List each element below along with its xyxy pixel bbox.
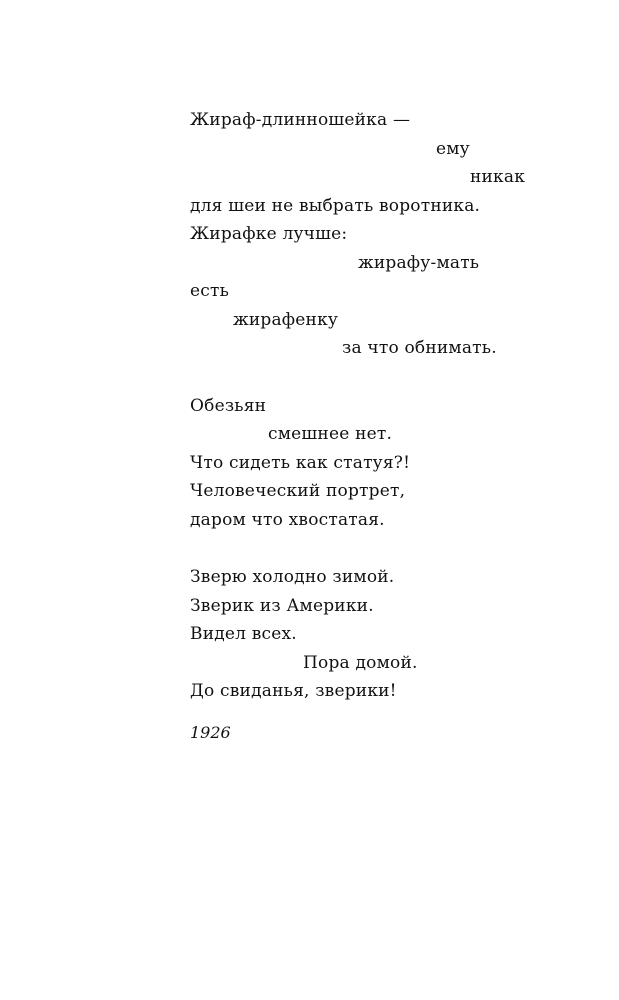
poem-line: ему [436, 139, 470, 159]
poem-line: Жирафке лучше: [190, 224, 348, 244]
poem-line: Обезьян [190, 396, 267, 416]
poem-line: за что обнимать. [342, 338, 497, 358]
poem-line: Пора домой. [303, 653, 418, 673]
poem-line: никак [470, 167, 526, 187]
poem-line: для шеи не выбрать воротника. [190, 196, 481, 216]
poem-line: Человеческий портрет, [190, 481, 406, 501]
poem-line: есть [190, 281, 230, 301]
poem-year: 1926 [190, 723, 231, 742]
poem-line: жирафу-мать [358, 253, 480, 273]
poem-line: Видел всех. [190, 624, 297, 644]
poem-line: Жираф-длинношейка — [190, 110, 411, 130]
poem-line: До свиданья, зверики! [190, 681, 397, 701]
poem-line: Зверик из Америки. [190, 596, 374, 616]
poem-line: даром что хвостатая. [190, 510, 385, 530]
poem-line: смешнее нет. [268, 424, 393, 444]
poem-line: жирафенку [233, 310, 339, 330]
poem-line: Что сидеть как статуя?! [190, 453, 411, 473]
poem-line: Зверю холодно зимой. [190, 567, 395, 587]
